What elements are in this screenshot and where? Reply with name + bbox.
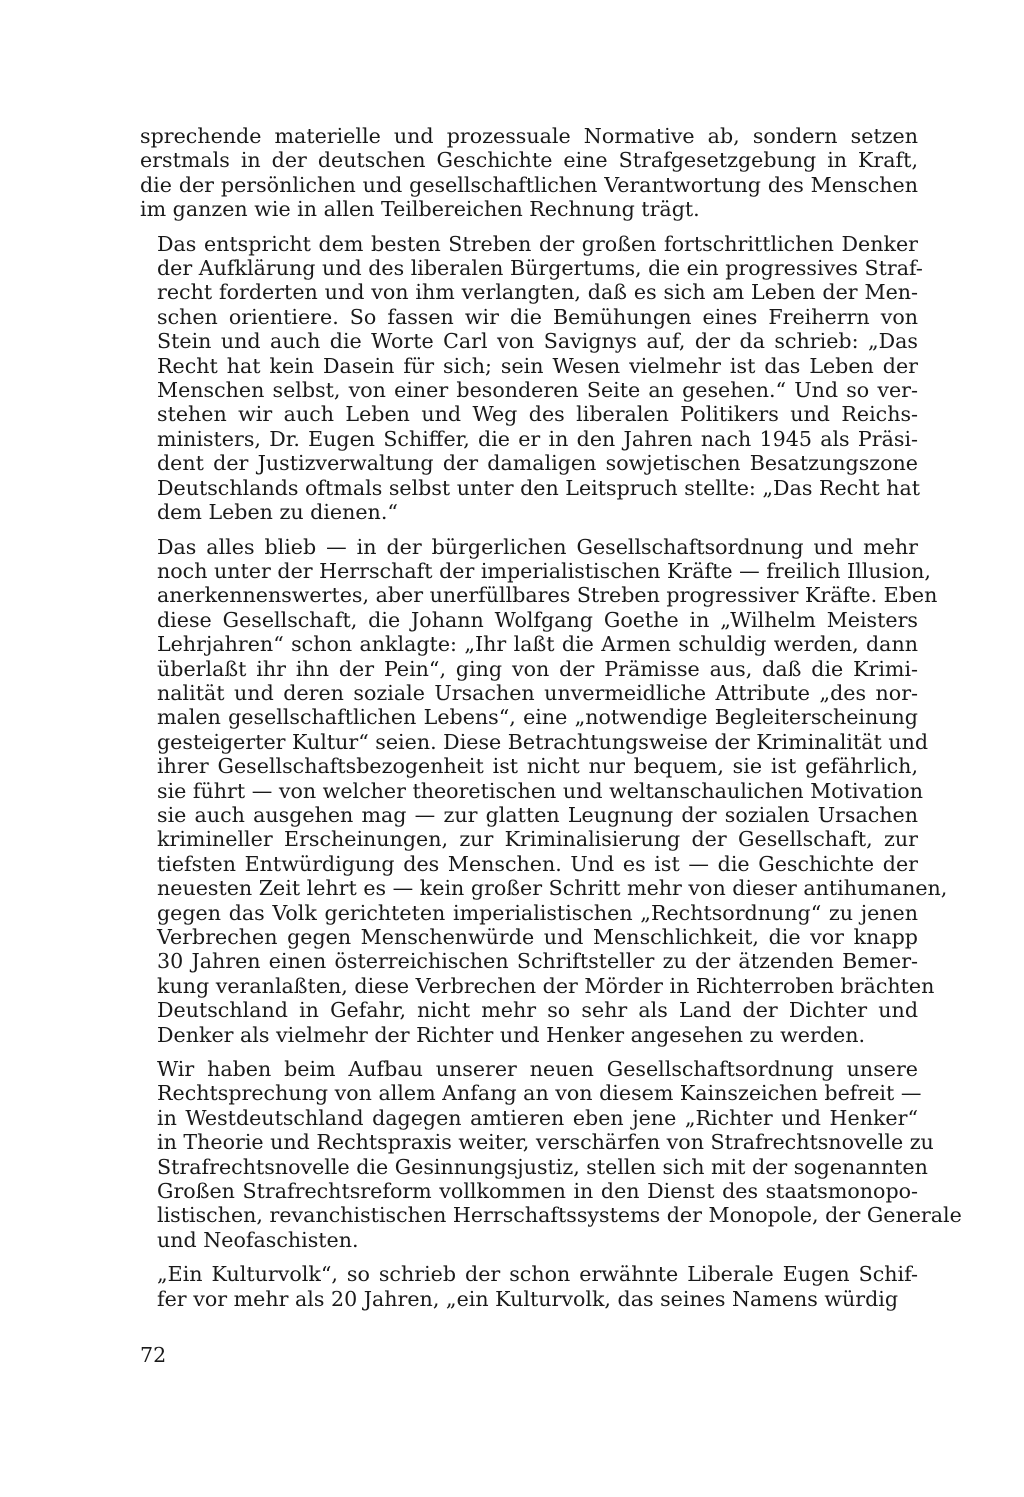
text-line: sie führt — von welcher theoretischen und weltanschaulichen Motivation xyxy=(157,778,923,803)
text-line: sie auch ausgehen mag — zur glatten Leugnung der sozialen Ursachen xyxy=(157,802,918,827)
text-line: tiefsten Entwürdigung des Menschen. Und es ist — die Geschichte der xyxy=(157,851,918,876)
paragraph xyxy=(140,124,918,222)
text-line: in Westdeutschland dagegen amtieren eben jene „Richter und Henker“ xyxy=(157,1105,918,1130)
page-number: 72 xyxy=(140,1343,167,1367)
text-line: 30 Jahren einen österreichischen Schriftsteller zu der ätzenden Bemer- xyxy=(157,949,918,974)
text-line: krimineller Erscheinungen, zur Kriminalisierung der Gesellschaft, zur xyxy=(157,827,918,852)
text-line: ministers, Dr. Eugen Schiffer, die er in den Jahren nach 1945 als Präsi- xyxy=(157,426,918,451)
text-line: malen gesellschaftlichen Lebens“, eine „notwendige Begleiterscheinung xyxy=(157,705,918,730)
text-line: neuesten Zeit lehrt es — kein großer Schritt mehr von dieser antihumanen, xyxy=(157,876,948,901)
paragraph xyxy=(140,1262,918,1311)
text-line: Deutschland in Gefahr, nicht mehr so sehr als Land der Dichter und xyxy=(157,998,918,1023)
text-line: Stein und auch die Worte Carl von Savignys auf, der da schrieb: „Das xyxy=(157,329,918,354)
text-line: gegen das Volk gerichteten imperialistischen „Rechtsordnung“ zu jenen xyxy=(157,900,918,925)
text-line: nalität und deren soziale Ursachen unvermeidliche Attribute „des nor- xyxy=(157,680,918,705)
text-line: „Ein Kulturvolk“, so schrieb der schon erwähnte Liberale Eugen Schif- xyxy=(157,1262,918,1287)
text-line: in Theorie und Rechtspraxis weiter, verschärfen von Strafrechtsnovelle zu xyxy=(157,1130,934,1155)
text-line: listischen, revanchistischen Herrschaftssystems der Monopole, der Generale xyxy=(157,1203,962,1228)
text-line: erstmals in der deutschen Geschichte eine Strafgesetzgebung in Kraft, xyxy=(140,148,918,173)
text-line: Menschen selbst, von einer besonderen Seite an gesehen.“ Und so ver- xyxy=(157,378,918,403)
text-line: recht forderten und von ihm verlangten, daß es sich am Leben der Men- xyxy=(157,280,918,305)
text-line: Lehrjahren“ schon anklagte: „Ihr laßt die Armen schuldig werden, dann xyxy=(157,632,918,657)
text-line: Verbrechen gegen Menschenwürde und Menschlichkeit, die vor knapp xyxy=(157,925,918,949)
text-line: noch unter der Herrschaft der imperialistischen Kräfte — freilich Illusion, xyxy=(157,558,931,583)
text-line: ihrer Gesellschaftsbezogenheit ist nicht nur bequem, sie ist gefährlich, xyxy=(157,754,918,779)
text-line: dem Leben zu dienen.“ xyxy=(157,500,398,525)
text-line: Deutschlands oftmals selbst unter den Leitspruch stellte: „Das Recht hat xyxy=(157,475,921,500)
text-line: der Aufklärung und des liberalen Bürgertums, die ein progressives Straf- xyxy=(157,256,923,281)
text-line: die der persönlichen und gesellschaftlichen Verantwortung des Menschen xyxy=(140,172,918,197)
text-line: Das entspricht dem besten Streben der großen fortschrittlichen Denker xyxy=(157,231,918,256)
body-text xyxy=(140,124,962,1321)
text-line: dent der Justizverwaltung der damaligen sowjetischen Besatzungszone xyxy=(157,451,918,476)
text-line: stehen wir auch Leben und Weg des liberalen Politikers und Reichs- xyxy=(157,402,918,427)
text-line: Großen Strafrechtsreform vollkommen in den Dienst des staatsmonopo- xyxy=(157,1179,918,1204)
text-line: Recht hat kein Dasein für sich; sein Wesen vielmehr ist das Leben der xyxy=(157,353,918,378)
text-line: und Neofaschisten. xyxy=(157,1227,359,1252)
text-line: Rechtsprechung von allem Anfang an von diesem Kainszeichen befreit — xyxy=(157,1081,922,1106)
text-line: diese Gesellschaft, die Johann Wolfgang Goethe in „Wilhelm Meisters xyxy=(157,607,918,632)
text-line: kung veranlaßten, diese Verbrechen der Mörder in Richterroben brächten xyxy=(157,973,935,998)
text-line: schen orientiere. So fassen wir die Bemühungen eines Freiherrn von xyxy=(157,304,918,329)
text-line: Denker als vielmehr der Richter und Henker angesehen zu werden. xyxy=(157,1022,866,1047)
paragraph xyxy=(140,534,948,1048)
text-line: Das alles blieb — in der bürgerlichen Gesellschaftsordnung und mehr xyxy=(157,534,918,559)
text-line: fer vor mehr als 20 Jahren, „ein Kulturvolk, das seines Namens würdig xyxy=(157,1286,899,1311)
paragraph xyxy=(140,231,923,525)
text-line: überlaßt ihr ihn der Pein“, ging von der Prämisse aus, daß die Krimi- xyxy=(157,656,918,681)
text-line: Strafrechtsnovelle die Gesinnungsjustiz, stellen sich mit der sogenannten xyxy=(157,1154,928,1179)
paragraph xyxy=(140,1057,962,1252)
text-line: im ganzen wie in allen Teilbereichen Rechnung trägt. xyxy=(140,197,700,222)
text-line: sprechende materielle und prozessuale Normative ab, sondern setzen xyxy=(140,124,918,148)
text-line: anerkennenswertes, aber unerfüllbares Streben progressiver Kräfte. Eben xyxy=(157,583,938,608)
text-line: gesteigerter Kultur“ seien. Diese Betrachtungsweise der Kriminalität und xyxy=(157,729,929,754)
text-line: Wir haben beim Aufbau unserer neuen Gesellschaftsordnung unsere xyxy=(157,1057,918,1082)
